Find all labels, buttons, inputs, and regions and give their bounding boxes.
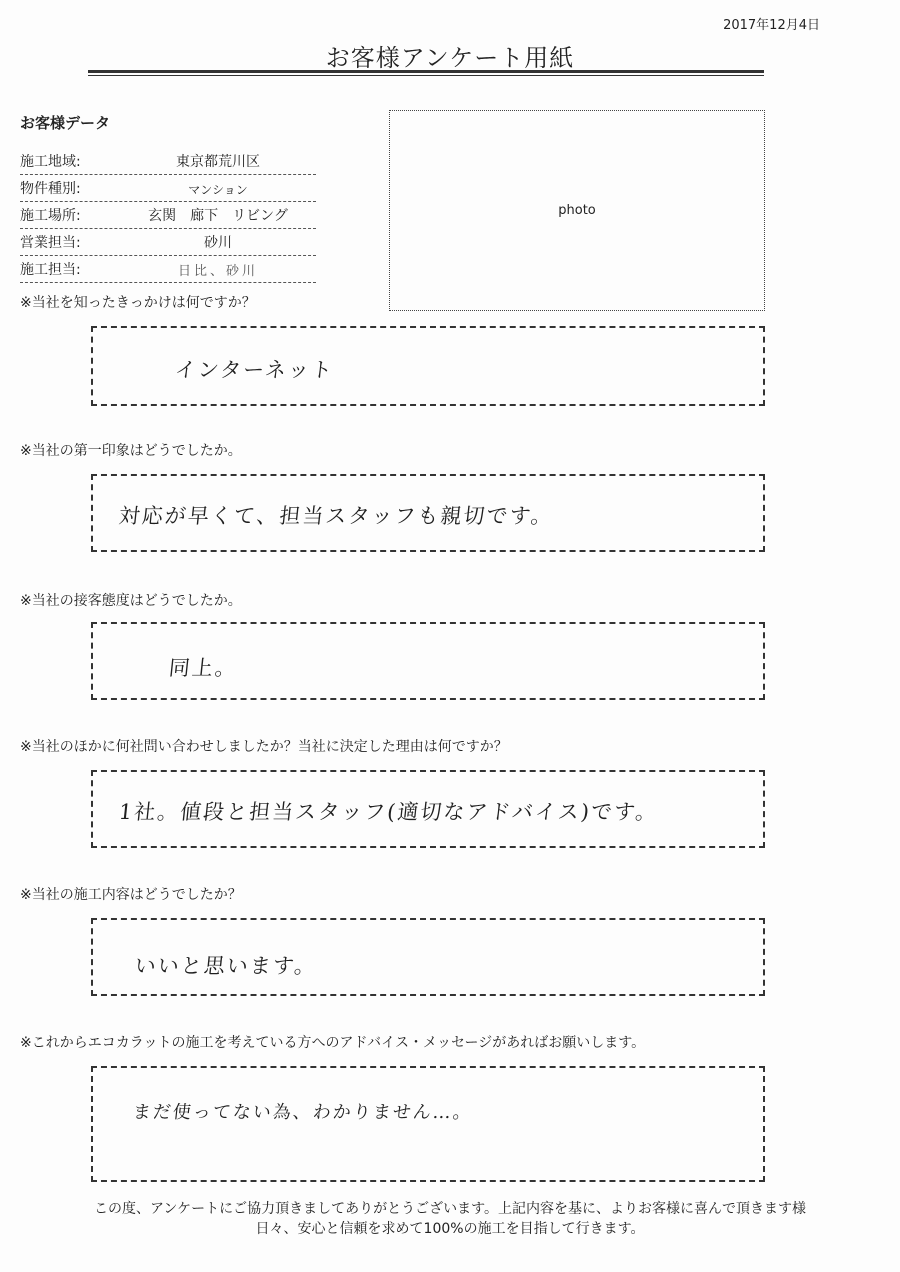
answer-2: 対応が早くて、担当スタッフも親切です。 xyxy=(117,504,556,528)
row-value: 砂川 xyxy=(204,235,232,251)
answer-3: 同上。 xyxy=(167,656,240,680)
customer-row-property-type xyxy=(20,175,316,202)
question-1: ※当社を知ったきっかけは何ですか？ xyxy=(20,295,256,311)
answer-5: いいと思います。 xyxy=(133,954,319,978)
answer-box-4 xyxy=(91,770,765,848)
row-label: 施工地域: xyxy=(20,154,81,170)
answer-box-2 xyxy=(91,474,765,552)
row-label: 営業担当: xyxy=(20,235,81,251)
page-title: お客様アンケート用紙 xyxy=(325,44,575,72)
customer-row-area xyxy=(20,148,316,175)
footer-line-2: 日々、安心と信頼を求めて100%の施工を目指して行きます。 xyxy=(255,1221,645,1237)
row-label: 施工担当: xyxy=(20,262,81,278)
question-3: ※当社の接客態度はどうでしたか。 xyxy=(20,593,242,609)
answer-box-1 xyxy=(91,326,765,406)
answer-box-3 xyxy=(91,622,765,700)
row-label: 物件種別: xyxy=(20,181,81,197)
row-value: 玄関 廊下 リビング xyxy=(148,208,288,224)
customer-row-location xyxy=(20,202,316,229)
row-value: マンション xyxy=(188,183,248,197)
photo-label: photo xyxy=(558,203,596,218)
row-value-handwritten: 日比、砂川 xyxy=(177,264,258,279)
customer-row-installer xyxy=(20,256,316,283)
answer-6: まだ使ってない為、わかりません…。 xyxy=(131,1102,474,1123)
answer-box-5 xyxy=(91,918,765,996)
title-underline-thin xyxy=(88,75,764,76)
customer-data-table xyxy=(20,148,316,283)
photo-placeholder xyxy=(389,110,765,311)
question-2: ※当社の第一印象はどうでしたか。 xyxy=(20,443,242,459)
question-5: ※当社の施工内容はどうでしたか？ xyxy=(20,887,242,903)
answer-1: インターネット xyxy=(173,358,336,382)
answer-box-6 xyxy=(91,1066,765,1182)
question-6: ※これからエコカラットの施工を考えている方へのアドバイス・メッセージがあればお願いします。 xyxy=(20,1035,646,1051)
survey-date: 2017年12月4日 xyxy=(723,18,820,33)
customer-data-heading: お客様データ xyxy=(20,114,111,132)
answer-4: 1社。値段と担当スタッフ(適切なアドバイス)です。 xyxy=(117,800,660,824)
footer-line-1: この度、アンケートにご協力頂きましてありがとうございます。上記内容を基に、よりお客様に喜んで頂きます様 xyxy=(93,1201,807,1217)
customer-row-sales-rep xyxy=(20,229,316,256)
row-value: 東京都荒川区 xyxy=(176,154,260,170)
question-4: ※当社のほかに何社問い合わせしましたか？当社に決定した理由は何ですか？ xyxy=(20,739,508,755)
row-label: 施工場所: xyxy=(20,208,81,224)
title-underline xyxy=(88,70,764,73)
